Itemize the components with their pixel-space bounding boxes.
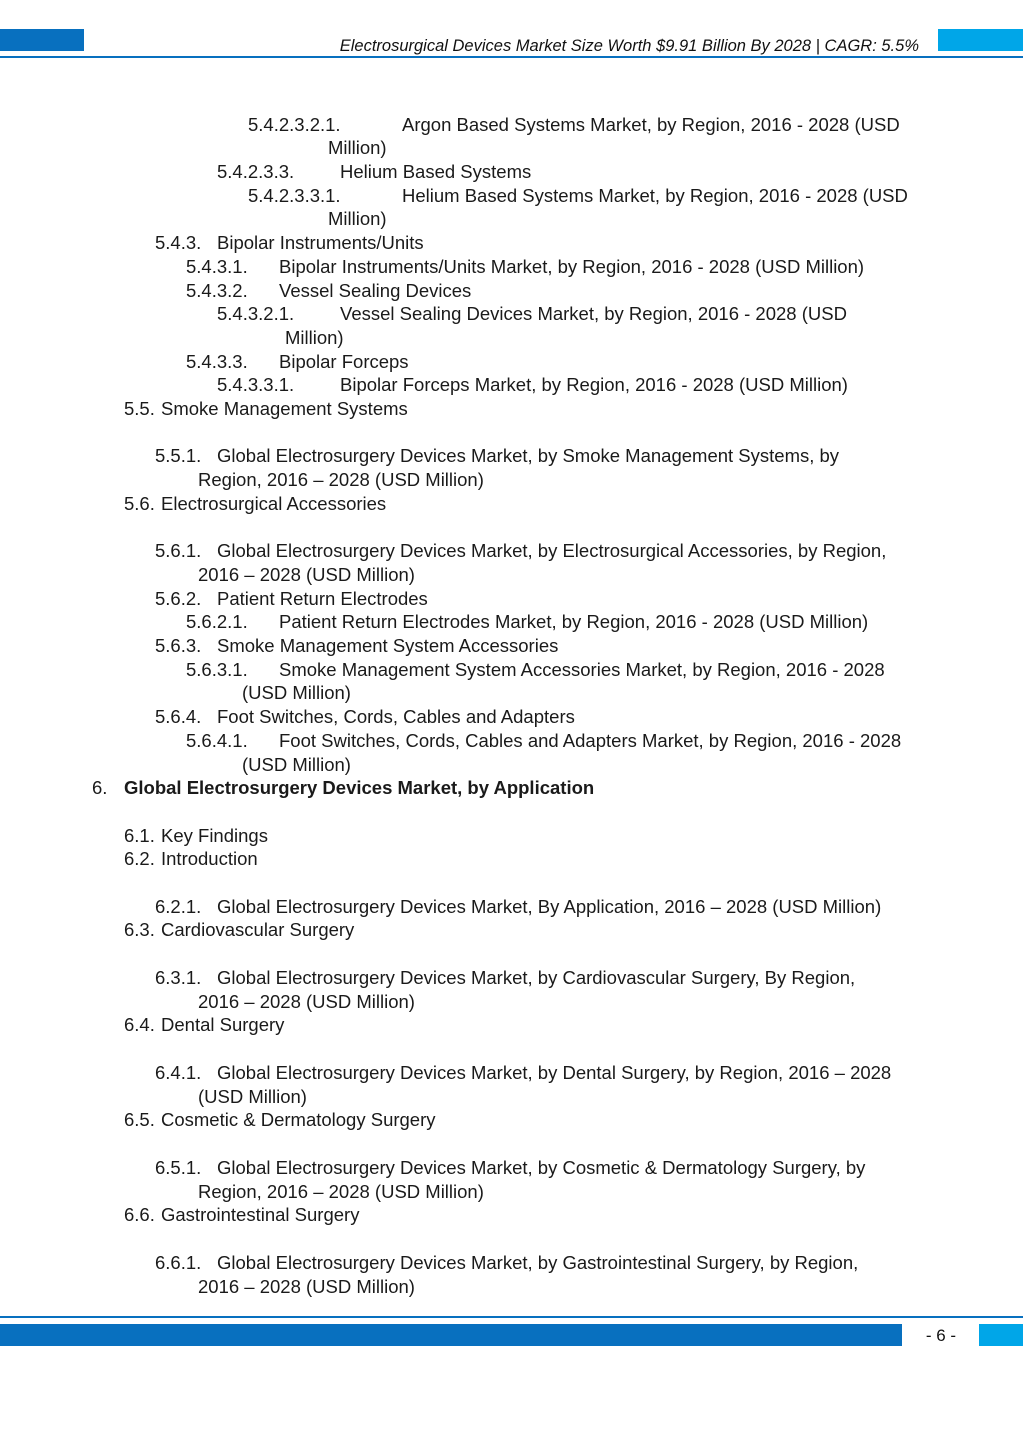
toc-text: Bipolar Instruments/Units (217, 232, 424, 253)
toc-number: 6.6.1. (155, 1252, 202, 1273)
toc-text: Patient Return Electrodes Market, by Region, 2016 - 2028 (USD Million) (279, 611, 869, 632)
toc-number: 6.5.1. (155, 1157, 202, 1178)
toc-number: 5.6.2.1. (186, 611, 248, 632)
toc-text: Global Electrosurgery Devices Market, by Electrosurgical Accessories, by Region, (217, 540, 887, 561)
toc-text: Bipolar Forceps (279, 351, 409, 372)
header-rule (0, 56, 1023, 58)
toc-number: 5.4.3. (155, 232, 202, 253)
toc-entry (186, 729, 902, 753)
toc-text: Bipolar Forceps Market, by Region, 2016 - 2028 (USD Million) (340, 374, 848, 395)
toc-entry (124, 1013, 285, 1037)
footer-bar-right (979, 1324, 1023, 1346)
toc-continuation: 2016 – 2028 (USD Million) (198, 564, 415, 585)
toc-text: Global Electrosurgery Devices Market, by Gastrointestinal Surgery, by Region, (217, 1252, 859, 1273)
toc-text: Helium Based Systems Market, by Region, 2016 - 2028 (USD (402, 185, 908, 206)
toc-number: 6.1. (124, 825, 155, 846)
header-accent-left (0, 29, 84, 51)
toc-entry (248, 113, 900, 137)
toc-number: 5.5.1. (155, 445, 202, 466)
toc-number: 5.6.3.1. (186, 659, 248, 680)
toc-entry (186, 279, 472, 303)
toc-text: Helium Based Systems (340, 161, 532, 182)
toc-continuation: (USD Million) (198, 1086, 307, 1107)
toc-continuation: 2016 – 2028 (USD Million) (198, 1276, 415, 1297)
toc-text: Cardiovascular Surgery (161, 919, 355, 940)
toc-number: 6.3. (124, 919, 155, 940)
toc-entry (124, 492, 387, 516)
footer-bar-left (0, 1324, 902, 1346)
toc-number: 6.4. (124, 1014, 155, 1035)
toc-entry (155, 895, 882, 919)
header-title: Electrosurgical Devices Market Size Worth $9.91 Billion By 2028 | CAGR: 5.5% (339, 37, 919, 55)
toc-entry (248, 184, 908, 208)
toc-text: Foot Switches, Cords, Cables and Adapters (217, 706, 575, 727)
toc-entry (217, 373, 848, 397)
toc-entry (155, 1061, 892, 1085)
toc-text: Dental Surgery (161, 1014, 285, 1035)
toc-text: Global Electrosurgery Devices Market, by Smoke Management Systems, by (217, 445, 840, 466)
toc-number: 6.5. (124, 1109, 155, 1130)
toc-text: Electrosurgical Accessories (161, 493, 387, 514)
toc-entry (155, 1156, 866, 1180)
toc-number: 6.6. (124, 1204, 155, 1225)
toc-number: 6.3.1. (155, 967, 202, 988)
toc-number: 6.2.1. (155, 896, 202, 917)
toc-text: Patient Return Electrodes (217, 588, 428, 609)
toc-text: Argon Based Systems Market, by Region, 2016 - 2028 (USD (402, 114, 900, 135)
toc-number: 5.4.3.1. (186, 256, 248, 277)
toc-entry (155, 705, 575, 729)
toc-entry (217, 160, 532, 184)
toc-continuation: 2016 – 2028 (USD Million) (198, 991, 415, 1012)
toc-text: Global Electrosurgery Devices Market, by Cardiovascular Surgery, By Region, (217, 967, 856, 988)
toc-text: Global Electrosurgery Devices Market, By Application, 2016 – 2028 (USD Million) (217, 896, 882, 917)
toc-entry (124, 918, 355, 942)
toc-continuation: (USD Million) (242, 682, 351, 703)
toc-number: 5.4.3.2.1. (217, 303, 295, 324)
toc-number: 5.4.2.3.3. (217, 161, 295, 182)
toc-entry (124, 824, 268, 848)
toc-entry (124, 397, 408, 421)
toc-entry (155, 587, 428, 611)
toc-entry (124, 1203, 360, 1227)
toc-entry (186, 255, 865, 279)
toc-text: Smoke Management System Accessories Market, by Region, 2016 - 2028 (279, 659, 885, 680)
toc-entry (217, 302, 847, 326)
toc-continuation: Million) (285, 327, 344, 348)
toc-text: Gastrointestinal Surgery (161, 1204, 360, 1225)
toc-number: 5.4.3.3.1. (217, 374, 295, 395)
toc-number: 6.2. (124, 848, 155, 869)
toc-entry (186, 350, 409, 374)
toc-entry (186, 610, 869, 634)
toc-text: Global Electrosurgery Devices Market, by Cosmetic & Dermatology Surgery, by (217, 1157, 866, 1178)
toc-chapter-entry (92, 776, 595, 800)
footer-rule (0, 1316, 1023, 1318)
toc-number: 5.6.2. (155, 588, 202, 609)
toc-number: 6. (92, 777, 108, 798)
toc-entry (155, 634, 559, 658)
toc-text: Key Findings (161, 825, 268, 846)
toc-text: Smoke Management Systems (161, 398, 408, 419)
header-accent-right (938, 29, 1023, 51)
toc-entry (155, 231, 424, 255)
toc-number: 5.6.3. (155, 635, 202, 656)
toc-continuation: (USD Million) (242, 754, 351, 775)
toc-text: Introduction (161, 848, 258, 869)
toc-number: 6.4.1. (155, 1062, 202, 1083)
toc-text: Smoke Management System Accessories (217, 635, 559, 656)
toc-number: 5.4.2.3.2.1. (248, 114, 341, 135)
toc-number: 5.6.1. (155, 540, 202, 561)
toc-continuation: Million) (328, 208, 387, 229)
toc-entry (155, 539, 887, 563)
toc-text: Global Electrosurgery Devices Market, by Application (124, 777, 595, 798)
toc-entry (155, 1251, 859, 1275)
toc-continuation: Million) (328, 137, 387, 158)
toc-text: Vessel Sealing Devices Market, by Region, 2016 - 2028 (USD (340, 303, 847, 324)
toc-number: 5.6. (124, 493, 155, 514)
toc-continuation: Region, 2016 – 2028 (USD Million) (198, 1181, 484, 1202)
toc-number: 5.6.4.1. (186, 730, 248, 751)
toc-text: Vessel Sealing Devices (279, 280, 472, 301)
toc-text: Global Electrosurgery Devices Market, by Dental Surgery, by Region, 2016 – 2028 (217, 1062, 892, 1083)
toc-entry (155, 966, 856, 990)
toc-number: 5.4.3.2. (186, 280, 248, 301)
toc-text: Cosmetic & Dermatology Surgery (161, 1109, 436, 1130)
toc-number: 5.6.4. (155, 706, 202, 727)
toc-entry (155, 444, 840, 468)
toc-number: 5.4.3.3. (186, 351, 248, 372)
toc-entry (186, 658, 885, 682)
page-number: - 6 - (925, 1326, 957, 1345)
toc-number: 5.5. (124, 398, 155, 419)
toc-continuation: Region, 2016 – 2028 (USD Million) (198, 469, 484, 490)
toc-entry (124, 1108, 436, 1132)
toc-entry (124, 847, 258, 871)
toc-text: Foot Switches, Cords, Cables and Adapters Market, by Region, 2016 - 2028 (279, 730, 902, 751)
toc-text: Bipolar Instruments/Units Market, by Region, 2016 - 2028 (USD Million) (279, 256, 865, 277)
toc-number: 5.4.2.3.3.1. (248, 185, 341, 206)
